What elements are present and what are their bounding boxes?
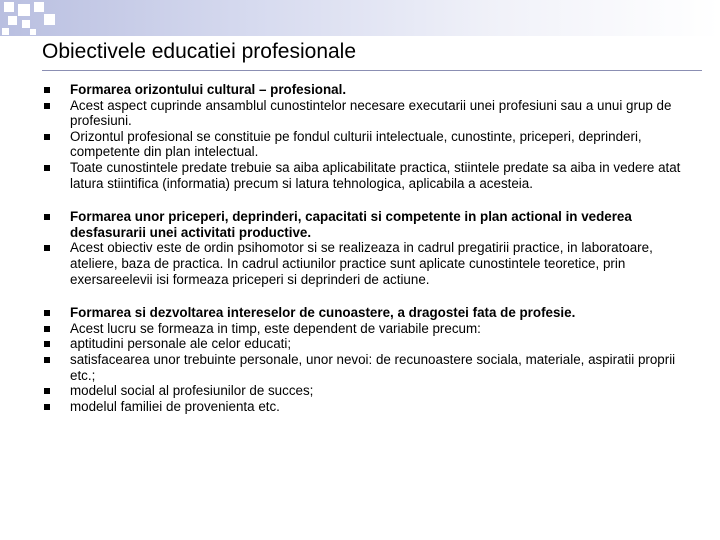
- decor-square: [30, 29, 36, 35]
- decor-square: [8, 16, 17, 25]
- bullet-square-icon: [44, 388, 50, 394]
- list-item-text: Acest obiectiv este de ordin psihomotor si se realizeaza in cadrul pregatirii practice, in laboratoare, ateliere, baza de practica. In cadrul actiunilor practice sunt aplicate cunostintele teoretice, prin exersareelevii isi formeaza priceperi si deprinderi de actiune.: [70, 240, 653, 287]
- decor-square: [18, 4, 30, 16]
- objectives-list: [44, 82, 684, 414]
- list-item-text: modelul familiei de provenienta etc.: [70, 398, 280, 414]
- decor-square: [44, 14, 55, 25]
- list-item: [44, 240, 684, 287]
- list-item-text: Formarea si dezvoltarea intereselor de cunoastere, a dragostei fata de profesie.: [70, 305, 576, 321]
- bullet-square-icon: [44, 103, 50, 109]
- bullet-square-icon: [44, 165, 50, 171]
- decor-square: [4, 2, 14, 12]
- bullet-square-icon: [44, 134, 50, 140]
- bullet-square-icon: [44, 87, 50, 93]
- list-item: [44, 352, 684, 383]
- list-item-text: Formarea orizontului cultural – profesional.: [70, 82, 347, 97]
- list-item-text: modelul social al profesiunilor de succes;: [70, 383, 314, 399]
- list-item: [44, 209, 684, 240]
- list-item: [44, 336, 684, 352]
- list-item: [44, 399, 684, 415]
- list-item: [44, 305, 684, 321]
- decor-square: [34, 2, 44, 12]
- list-item-text: Formarea unor priceperi, deprinderi, capacitati si competente in plan actional in vederea desfasurarii unei activitati productive.: [70, 209, 632, 240]
- list-item-text: Toate cunostintele predate trebuie sa aiba aplicabilitate practica, stiintele predate sa aiba in vedere atat latura stiintifica (informatia) precum si latura tehnologica, aplicabila a acesteia.: [70, 159, 681, 191]
- list-item-text: Acest lucru se formeaza in timp, este dependent de variabile precum:: [70, 320, 481, 336]
- header-gradient-bar: [0, 0, 720, 36]
- list-item: [44, 82, 684, 98]
- bullet-square-icon: [44, 326, 50, 332]
- list-item: [44, 160, 684, 191]
- bullet-square-icon: [44, 310, 50, 316]
- title-underline: [42, 70, 702, 71]
- list-item: [44, 129, 684, 160]
- bullet-square-icon: [44, 245, 50, 251]
- decor-square: [2, 28, 9, 35]
- list-item-text: Orizontul profesional se constituie pe fondul culturii intelectuale, cunostinte, priceperi, deprinderi, competente din plan intelectual.: [70, 128, 642, 160]
- decor-square: [22, 20, 30, 28]
- list-item-text: aptitudini personale ale celor educati;: [70, 336, 292, 352]
- bullet-square-icon: [44, 214, 50, 220]
- bullet-square-icon: [44, 357, 50, 363]
- page-title: Obiectivele educatiei profesionale: [42, 40, 357, 63]
- list-item: [44, 383, 684, 399]
- header-decoration: [0, 0, 720, 36]
- list-item-text: Acest aspect cuprinde ansamblul cunostintelor necesare executarii unei profesiuni sau a unui grup de profesiuni.: [70, 97, 672, 129]
- list-item: [44, 321, 684, 337]
- list-item-text: satisfacearea unor trebuinte personale, unor nevoi: de recunoastere sociala, materiale, aspiratii proprii etc.;: [70, 351, 676, 383]
- list-item: [44, 98, 684, 129]
- bullet-square-icon: [44, 341, 50, 347]
- bullet-square-icon: [44, 404, 50, 410]
